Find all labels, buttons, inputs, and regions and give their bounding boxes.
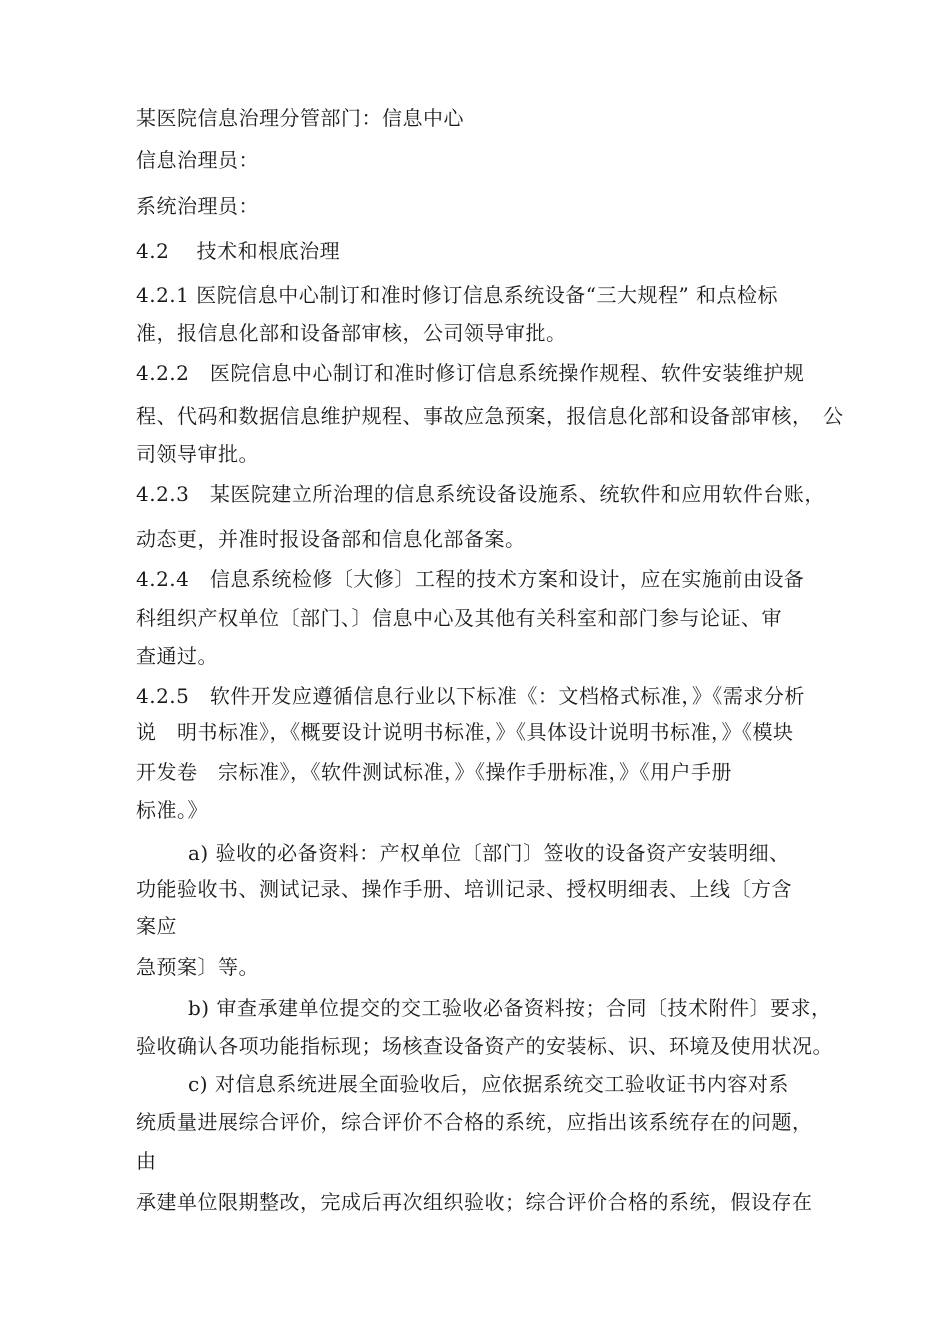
text-line: 案应 [136,914,177,938]
text-line: 4.2.3 某医院建立所治理的信息系统设备设施系、统软件和应用软件台账， [136,482,825,506]
text-line: 查通过。 [136,644,218,668]
text-line: 信息治理员： [136,148,259,172]
text-line: 4.2.5 软件开发应遵循信息行业以下标准《：文档格式标准，》《需求分析 [136,684,805,708]
text-line: 动态更，并准时报设备部和信息化部备案。 [136,527,526,551]
text-line: 程、代码和数据信息维护规程、事故应急预案，报信息化部和设备部审核， 公 [136,404,844,428]
text-line: 某医院信息治理分管部门：信息中心 [136,106,464,130]
text-line: 4.2.1 医院信息中心制订和准时修订信息系统设备“三大规程” 和点检标 [136,283,779,307]
list-item-b: b) 审查承建单位提交的交工验收必备资料按；合同〔技术附件〕要求， [188,996,832,1020]
text-line: 说 明书标准》，《概要设计说明书标准，》《具体设计说明书标准，》《模块 [136,720,794,744]
text-line: 4.2.4 信息系统检修〔大修〕工程的技术方案和设计，应在实施前由设备 [136,567,805,591]
text-line: 统质量进展综合评价，综合评价不合格的系统，应指出该系统存在的问题， [136,1110,813,1134]
text-line: 由 [136,1149,157,1173]
text-line: 4.2.2 医院信息中心制订和准时修订信息系统操作规程、软件安装维护规 [136,361,805,385]
text-line: 准，报信息化部和设备部审核，公司领导审批。 [136,321,567,345]
text-line: 标准。》 [136,798,208,822]
text-line: 开发卷 宗标准》，《软件测试标准，》《操作手册标准，》《用户手册 [136,760,732,784]
section-heading: 4.2 技术和根底治理 [136,239,341,263]
text-line: 承建单位限期整改，完成后再次组织验收；综合评价合格的系统，假设存在 [136,1190,813,1214]
text-line: 急预案〕等。 [136,955,259,979]
text-line: 科组织产权单位〔部门、〕信息中心及其他有关科室和部门参与论证、审 [136,606,782,630]
text-line: 系统治理员： [136,194,259,218]
text-line: 验收确认各项功能指标现；场核查设备资产的安装标、识、环境及使用状况。 [136,1034,833,1058]
list-item-c: c) 对信息系统进展全面验收后，应依据系统交工验收证书内容对系 [188,1072,789,1096]
text-line: 功能验收书、测试记录、操作手册、培训记录、授权明细表、上线〔方含 [136,877,792,901]
text-line: 司领导审批。 [136,442,259,466]
list-item-a: a) 验收的必备资料：产权单位〔部门〕签收的设备资产安装明细、 [188,841,790,865]
